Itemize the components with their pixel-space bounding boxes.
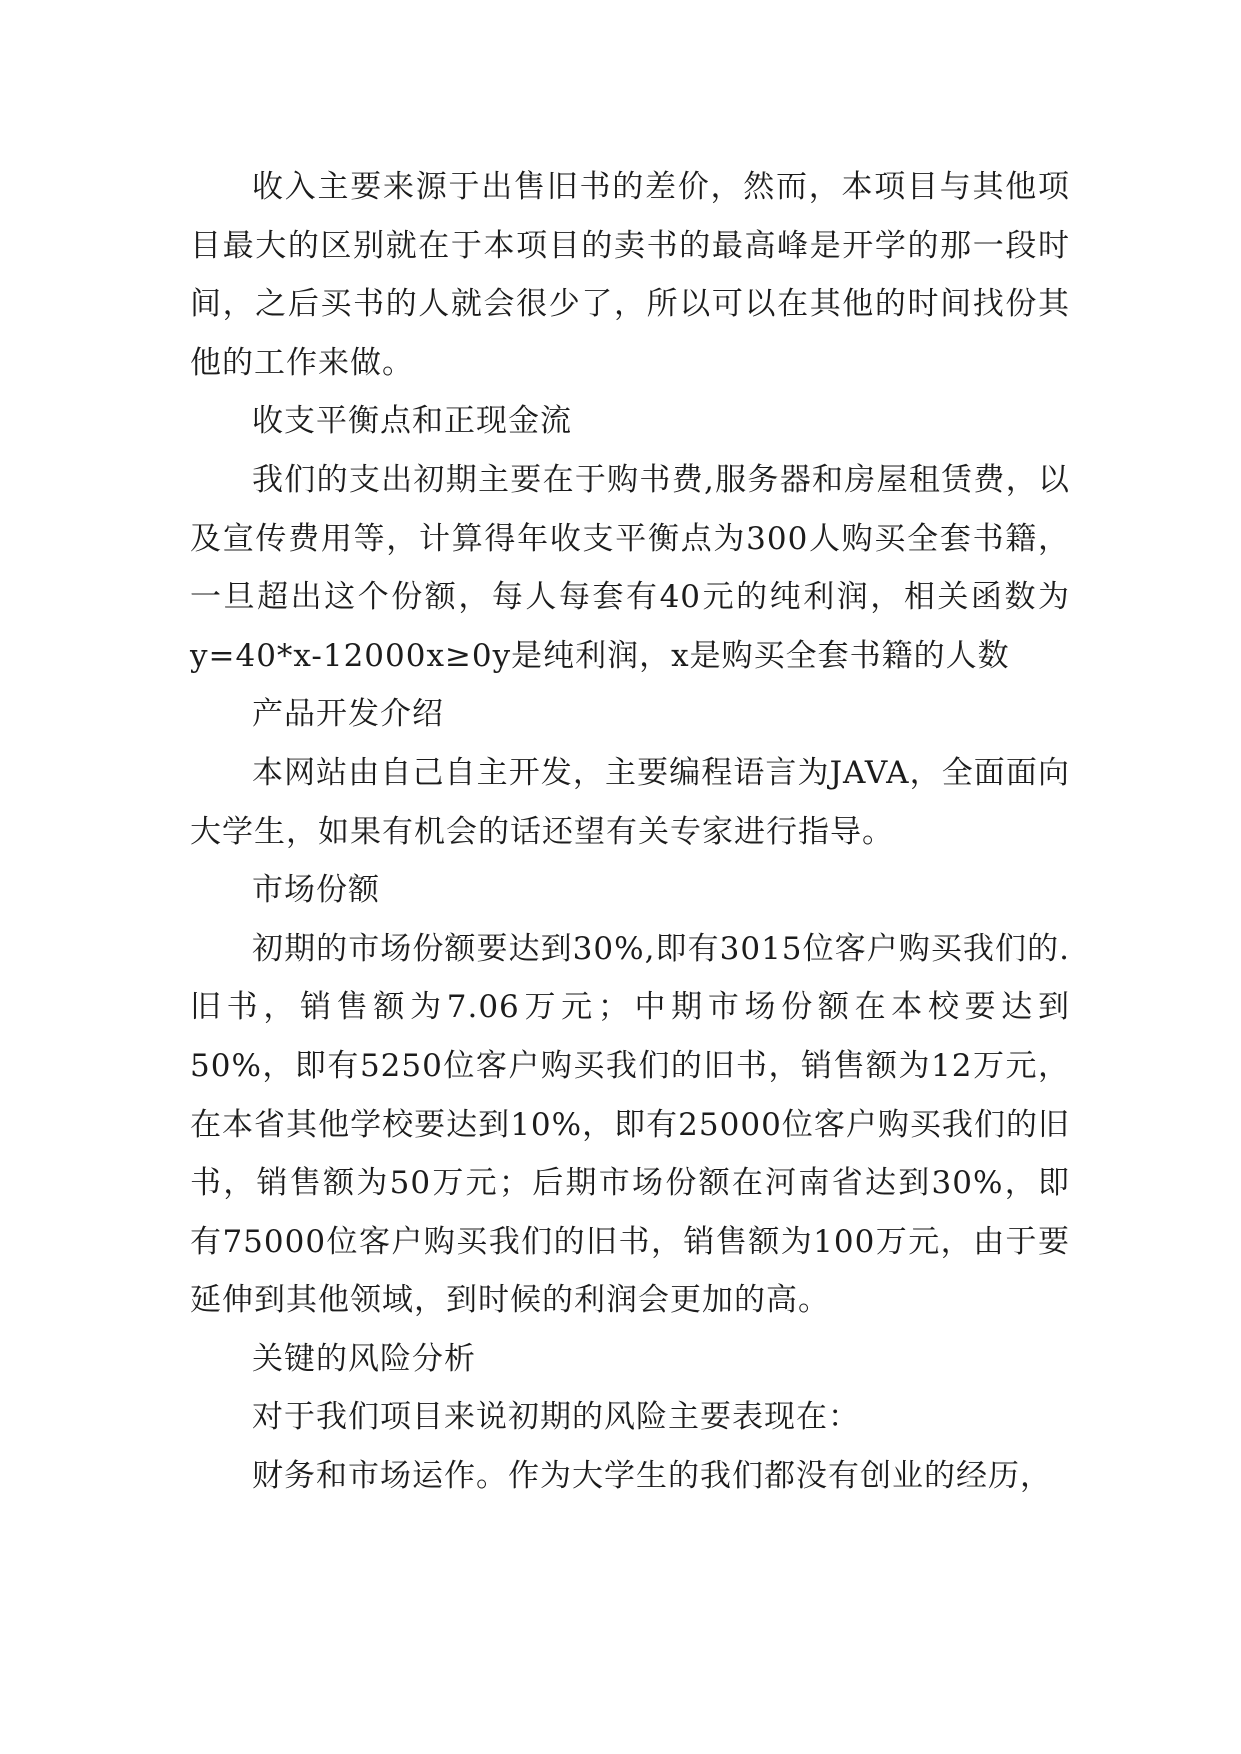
- paragraph-market-share: 初期的市场份额要达到30%,即有3015位客户购买我们的.旧书，销售额为7.06万元；中期市场份额在本校要达到50%，即有5250位客户购买我们的旧书，销售额为12万元，在本省其他学校要达到10%，即有25000位客户购买我们的旧书，销售额为50万元；后期市场份额在河南省达到30%，即有75000位客户购买我们的旧书，销售额为100万元，由于要延伸到其他领域，到时候的利润会更加的高。: [190, 930, 1070, 1319]
- paragraph-risk-finance: 财务和市场运作。作为大学生的我们都没有创业的经历，: [252, 1458, 1052, 1495]
- paragraph-risk-intro: 对于我们项目来说初期的风险主要表现在：: [252, 1399, 860, 1436]
- paragraph-break-even: 我们的支出初期主要在于购书费,服务器和房屋租赁费，以及宣传费用等，计算得年收支平衡点为300人购买全套书籍，一旦超出这个份额，每人每套有40元的纯利润，相关函数为y=40*x-12000x≥0y是纯利润，x是购买全套书籍的人数: [190, 461, 1070, 674]
- heading-market-share: 市场份额: [252, 872, 380, 909]
- heading-product-development: 产品开发介绍: [252, 696, 444, 733]
- heading-break-even: 收支平衡点和正现金流: [252, 403, 572, 440]
- document-body: [190, 158, 1070, 1506]
- paragraph-product-development: 本网站由自己自主开发，主要编程语言为JAVA，全面面向大学生，如果有机会的话还望有关专家进行指导。: [190, 754, 1070, 850]
- paragraph-income-source: 收入主要来源于出售旧书的差价，然而，本项目与其他项目最大的区别就在于本项目的卖书的最高峰是开学的那一段时间，之后买书的人就会很少了，所以可以在其他的时间找份其他的工作来做。: [190, 169, 1070, 381]
- heading-risk-analysis: 关键的风险分析: [252, 1340, 476, 1377]
